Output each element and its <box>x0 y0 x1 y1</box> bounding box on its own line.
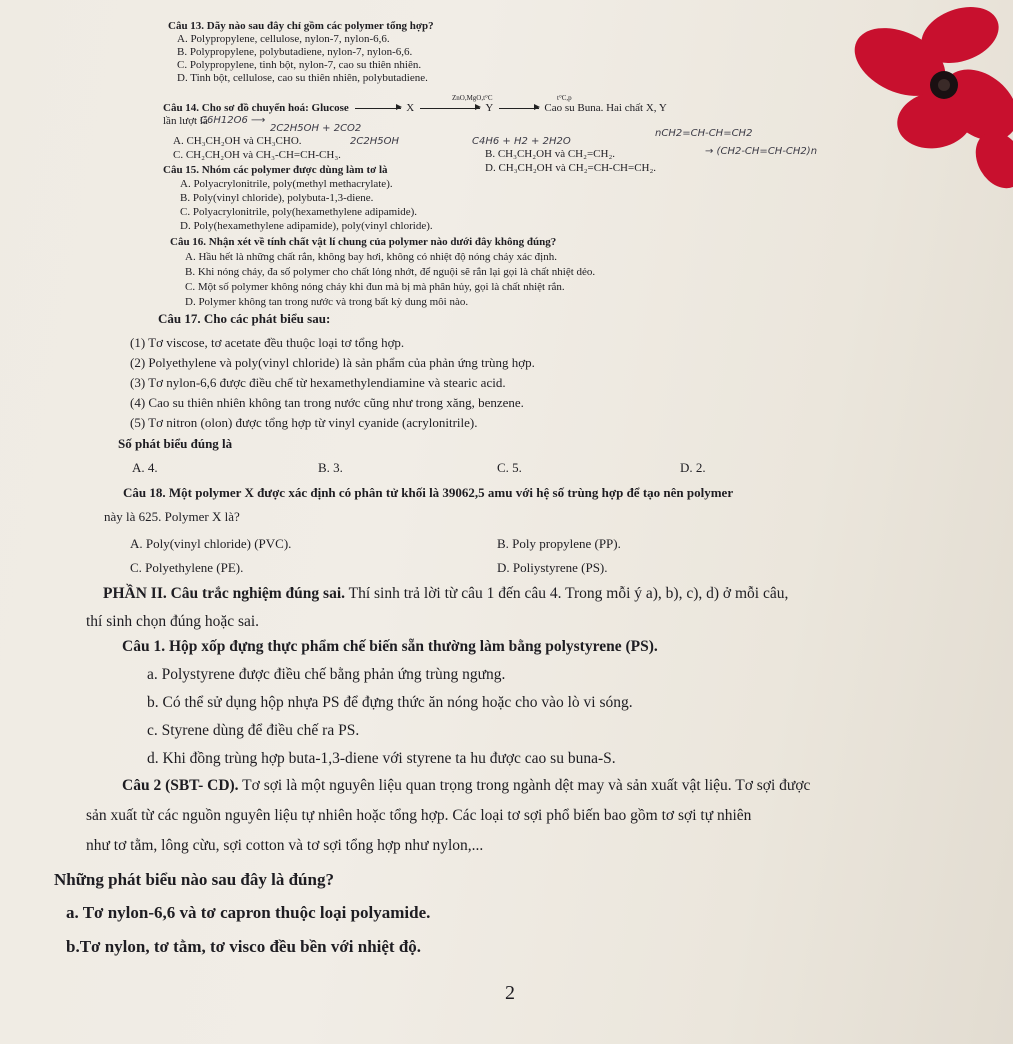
c2-option-b: b.Tơ nylon, tơ tằm, tơ visco đều bền với nhiệt độ. <box>66 937 422 956</box>
handwriting-note: → (CH2-CH=CH-CH2)n <box>705 146 818 157</box>
q14-tail: Cao su Buna. Hai chất X, Y <box>544 102 667 114</box>
q14-option-c: C. CH₂CH₂OH và CH₃-CH=CH-CH₃. <box>173 149 341 161</box>
q15-option-d: D. Poly(hexamethylene adipamide), poly(vinyl chloride). <box>180 220 433 232</box>
q13-option-b: B. Polypropylene, polybutadiene, nylon-7, nylon-6,6. <box>177 46 413 58</box>
c2-stem-row <box>122 777 810 795</box>
c2-option-a: a. Tơ nylon-6,6 và tơ capron thuộc loại polyamide. <box>66 903 431 922</box>
q17-statement-5: (5) Tơ nitron (olon) được tổng hợp từ vinyl cyanide (acrylonitrile). <box>130 415 478 430</box>
q14-option-d: D. CH₃CH₂OH và CH₂=CH-CH=CH₂. <box>485 162 657 174</box>
q18-option-a: A. Poly(vinyl chloride) (PVC). <box>130 536 292 551</box>
q17-option-b: B. 3. <box>318 460 343 475</box>
q14-x-label: X <box>406 102 415 114</box>
reaction-arrow-icon <box>499 107 539 109</box>
c1-option-c: c. Styrene dùng để điều chế ra PS. <box>147 722 360 739</box>
q16-option-b: B. Khi nóng chảy, đa số polymer cho chất lỏng nhớt, để nguội sẽ rắn lại gọi là chất nhiệt dẻo. <box>185 266 596 278</box>
handwriting-note: nCH2=CH-CH=CH2 <box>655 128 753 139</box>
q14-line2: lần lượt là <box>163 115 208 127</box>
q17-statement-4: (4) Cao su thiên nhiên không tan trong nước cũng như trong xăng, benzene. <box>130 395 524 410</box>
page-number: 2 <box>505 982 515 1004</box>
red-flower-decoration <box>840 0 1013 200</box>
c2-stem-2: sản xuất từ các nguồn nguyên liệu tự nhiên hoặc tổng hợp. Các loại tơ sợi phổ biến bao gồm tơ sợi tự nhiên <box>86 807 752 824</box>
q15-option-a: A. Polyacrylonitrile, poly(methyl methacrylate). <box>180 178 393 190</box>
q18-stem: Câu 18. Một polymer X được xác định có phân tử khối là 39062,5 amu với hệ số trùng hợp để tạo nên polymer <box>123 485 734 500</box>
q13-option-c: C. Polypropylene, tinh bột, nylon-7, cao su thiên nhiên. <box>177 59 422 71</box>
c1-option-a: a. Polystyrene được điều chế bằng phản ứng trùng ngưng. <box>147 666 506 683</box>
q17-statement-1: (1) Tơ viscose, tơ acetate đều thuộc loại tơ tổng hợp. <box>130 335 405 350</box>
reaction-arrow-icon <box>420 107 480 109</box>
q17-statement-2: (2) Polyethylene và poly(vinyl chloride) là sản phẩm của phản ứng trùng hợp. <box>130 355 535 370</box>
q17-statement-3: (3) Tơ nylon-6,6 được điều chế từ hexamethylendiamine và stearic acid. <box>130 375 506 390</box>
q14-catalyst: ZnO,MgO,t°C <box>452 94 493 102</box>
c1-option-b: b. Có thể sử dụng hộp nhựa PS để đựng thức ăn nóng hoặc cho vào lò vi sóng. <box>147 694 633 711</box>
q17-stem: Câu 17. Cho các phát biểu sau: <box>158 311 331 326</box>
c1-option-d: d. Khi đồng trùng hợp buta-1,3-diene với styrene ta hu được cao su buna-S. <box>147 750 616 767</box>
part2-intro-2: thí sinh chọn đúng hoặc sai. <box>86 613 260 630</box>
q16-option-d: D. Polymer không tan trong nước và trong bất kỳ dung môi nào. <box>185 296 469 308</box>
handwriting-note: 2C2H5OH <box>350 136 399 147</box>
q16-stem: Câu 16. Nhận xét về tính chất vật lí chung của polymer nào dưới đây không đúng? <box>170 236 557 248</box>
handwriting-note: C4H6 + H2 + 2H2O <box>472 136 571 147</box>
q15-option-c: C. Polyacrylonitrile, poly(hexamethylene adipamide). <box>180 206 418 218</box>
c2-label: Câu 2 (SBT- CD). <box>122 777 239 794</box>
reaction-arrow-icon <box>355 107 401 109</box>
q13-option-a: A. Polypropylene, cellulose, nylon-7, nylon-6,6. <box>177 33 390 45</box>
c2-ask: Những phát biểu nào sau đây là đúng? <box>54 870 334 889</box>
q16-option-c: C. Một số polymer không nóng chảy khi đun mà bị mà phân hủy, gọi là chất nhiệt rắn. <box>185 281 565 293</box>
q14-stem: Câu 14. Cho sơ đồ chuyển hoá: Glucose <box>163 102 349 114</box>
q17-ask: Số phát biểu đúng là <box>118 436 233 451</box>
part2-heading: PHẦN II. Câu trắc nghiệm đúng sai. <box>103 585 345 602</box>
q18-option-c: C. Polyethylene (PE). <box>130 560 244 575</box>
q14-option-a: A. CH₃CH₂OH và CH₃CHO. <box>173 135 302 147</box>
handwriting-note: 2C2H5OH + 2CO2 <box>270 123 362 134</box>
c2-stem-1: Tơ sợi là một nguyên liệu quan trọng trong ngành dệt may và sản xuất vật liệu. Tơ sợi được <box>238 777 811 794</box>
q17-option-a: A. 4. <box>132 460 158 475</box>
q17-option-c: C. 5. <box>497 460 522 475</box>
q14-y-label: Y <box>485 102 493 114</box>
q15-option-b: B. Poly(vinyl chloride), polybuta-1,3-diene. <box>180 192 374 204</box>
q18-option-d: D. Poliystyrene (PS). <box>497 560 608 575</box>
q13-stem: Câu 13. Dãy nào sau đây chỉ gồm các polymer tổng hợp? <box>168 20 434 32</box>
q14-stem-row <box>163 102 667 115</box>
q15-stem: Câu 15. Nhóm các polymer được dùng làm tơ là <box>163 164 388 176</box>
q17-option-d: D. 2. <box>680 460 706 475</box>
q14-option-b: B. CH₃CH₂OH và CH₂=CH₂. <box>485 148 616 160</box>
part2-intro-1: Thí sinh trả lời từ câu 1 đến câu 4. Trong mỗi ý a), b), c), d) ở mỗi câu, <box>345 585 789 602</box>
part2-intro <box>103 585 788 603</box>
q14-step3: t°C,p <box>557 94 572 102</box>
q18-stem-2: này là 625. Polymer X là? <box>104 509 240 524</box>
q13-option-d: D. Tinh bột, cellulose, cao su thiên nhiên, polybutadiene. <box>177 72 428 84</box>
q18-option-b: B. Poly propylene (PP). <box>497 536 621 551</box>
handwriting-note: C6H12O6 ⟶ <box>200 115 266 126</box>
q16-option-a: A. Hầu hết là những chất rắn, không bay hơi, không có nhiệt độ nóng chảy xác định. <box>185 251 557 263</box>
c2-stem-3: như tơ tằm, lông cừu, sợi cotton và tơ sợi tổng hợp như nylon,... <box>86 837 484 854</box>
c1-stem: Câu 1. Hộp xốp đựng thực phẩm chế biến sẵn thường làm bằng polystyrene (PS). <box>122 638 658 655</box>
